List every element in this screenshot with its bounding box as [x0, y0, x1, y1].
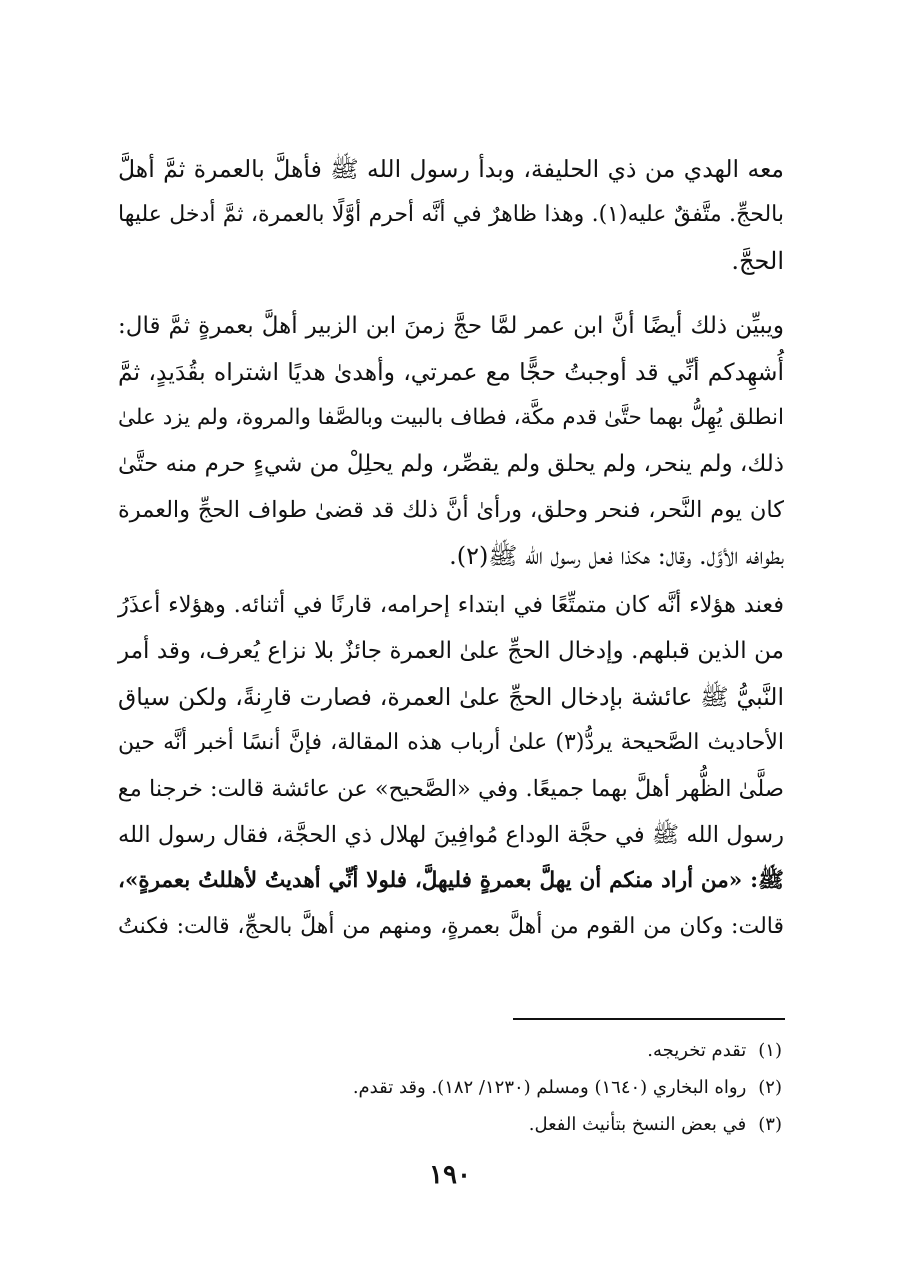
- text-line: رسول الله ﷺ في حجَّة الوداع مُوافِينَ لهلال ذي الحجَّة، فقال رسول الله: [118, 822, 784, 848]
- text-line: فعند هؤلاء أنَّه كان متمتِّعًا في ابتداء إحرامه، قارنًا في أثنائه. وهؤلاء أعذَرُ: [118, 592, 784, 618]
- footnote-number: (١): [758, 1040, 782, 1061]
- paragraph-2: [118, 303, 784, 579]
- text-line: ويبيِّن ذلك أيضًا أنَّ ابن عمر لمَّا حجَّ زمنَ ابن الزبير أهلَّ بعمرةٍ ثمَّ قال:: [118, 313, 784, 339]
- footnote-2: [300, 1075, 782, 1101]
- text-line: الأحاديث الصَّحيحة يردُّ(٣) علىٰ أرباب هذه المقالة، فإنَّ أنسًا أخبر أنَّه حين: [118, 730, 784, 755]
- text-line: قالت: وكان من القوم من أهلَّ بعمرةٍ، ومنهم من أهلَّ بالحجِّ، قالت: فكنتُ: [118, 914, 784, 939]
- footnote-3: [300, 1112, 782, 1138]
- text-line: كان يوم النَّحر، فنحر وحلق، ورأىٰ أنَّ ذلك قد قضىٰ طواف الحجِّ والعمرة: [118, 497, 784, 523]
- text-line: بطوافه الأوَّل. وقال: هكذا فعل رسول الله ﷺ(٢).: [449, 542, 784, 570]
- text-line: ذلك، ولم ينحر، ولم يحلق ولم يقصِّر، ولم يحلِلْ من شيءٍ حرم منه حتَّىٰ: [118, 451, 784, 477]
- footnote-number: (٢): [758, 1077, 782, 1098]
- text-line: الحجَّ.: [731, 247, 784, 275]
- text-line: من الذين قبلهم. وإدخال الحجِّ علىٰ العمرة جائزٌ بلا نزاع يُعرف، وقد أمر: [118, 638, 784, 664]
- footnote-text: تقدم تخريجه.: [647, 1040, 747, 1061]
- paragraph-1: [118, 146, 784, 284]
- text-line: معه الهدي من ذي الحليفة، وبدأ رسول الله ﷺ فأهلَّ بالعمرة ثمَّ أهلَّ: [118, 155, 784, 183]
- text-line: بالحجِّ. متَّفقٌ عليه(١). وهذا ظاهرٌ في أنَّه أحرم أوَّلًا بالعمرة، ثمَّ أدخل عليها: [118, 202, 784, 227]
- footnote-1: [300, 1038, 782, 1064]
- text-line: أُشهِدكم أنِّي قد أوجبتُ حجًّا مع عمرتي، وأهدىٰ هديًا اشتراه بقُدَيدٍ، ثمَّ: [118, 358, 784, 386]
- text-line: صلَّىٰ الظُّهر أهلَّ بهما جميعًا. وفي «الصَّحيح» عن عائشة قالت: خرجنا مع: [117, 776, 784, 802]
- paragraph-3: [118, 582, 784, 950]
- text-line: النَّبيُّ ﷺ عائشة بإدخال الحجِّ علىٰ العمرة، فصارت قارِنةً، ولكن سياق: [118, 683, 784, 711]
- footnote-text: رواه البخاري (١٦٤٠) ومسلم (١٢٣٠/ ١٨٢). وقد تقدم.: [352, 1077, 747, 1098]
- footnote-separator: [513, 1018, 785, 1020]
- footnote-text: في بعض النسخ بتأنيث الفعل.: [528, 1114, 747, 1135]
- footnote-number: (٣): [758, 1114, 782, 1135]
- hadith-quote-line: ﷺ: «من أراد منكم أن يهلَّ بعمرةٍ فليهلَّ، فلولا أنِّي أهديتُ لأهللتُ بعمرةٍ»،: [118, 868, 784, 893]
- page-number: ١٩٠: [429, 1160, 471, 1190]
- text-line: انطلق يُهِلُّ بهما حتَّىٰ قدم مكَّة، فطاف بالبيت وبالصَّفا والمروة، ولم يزد علىٰ: [118, 405, 784, 430]
